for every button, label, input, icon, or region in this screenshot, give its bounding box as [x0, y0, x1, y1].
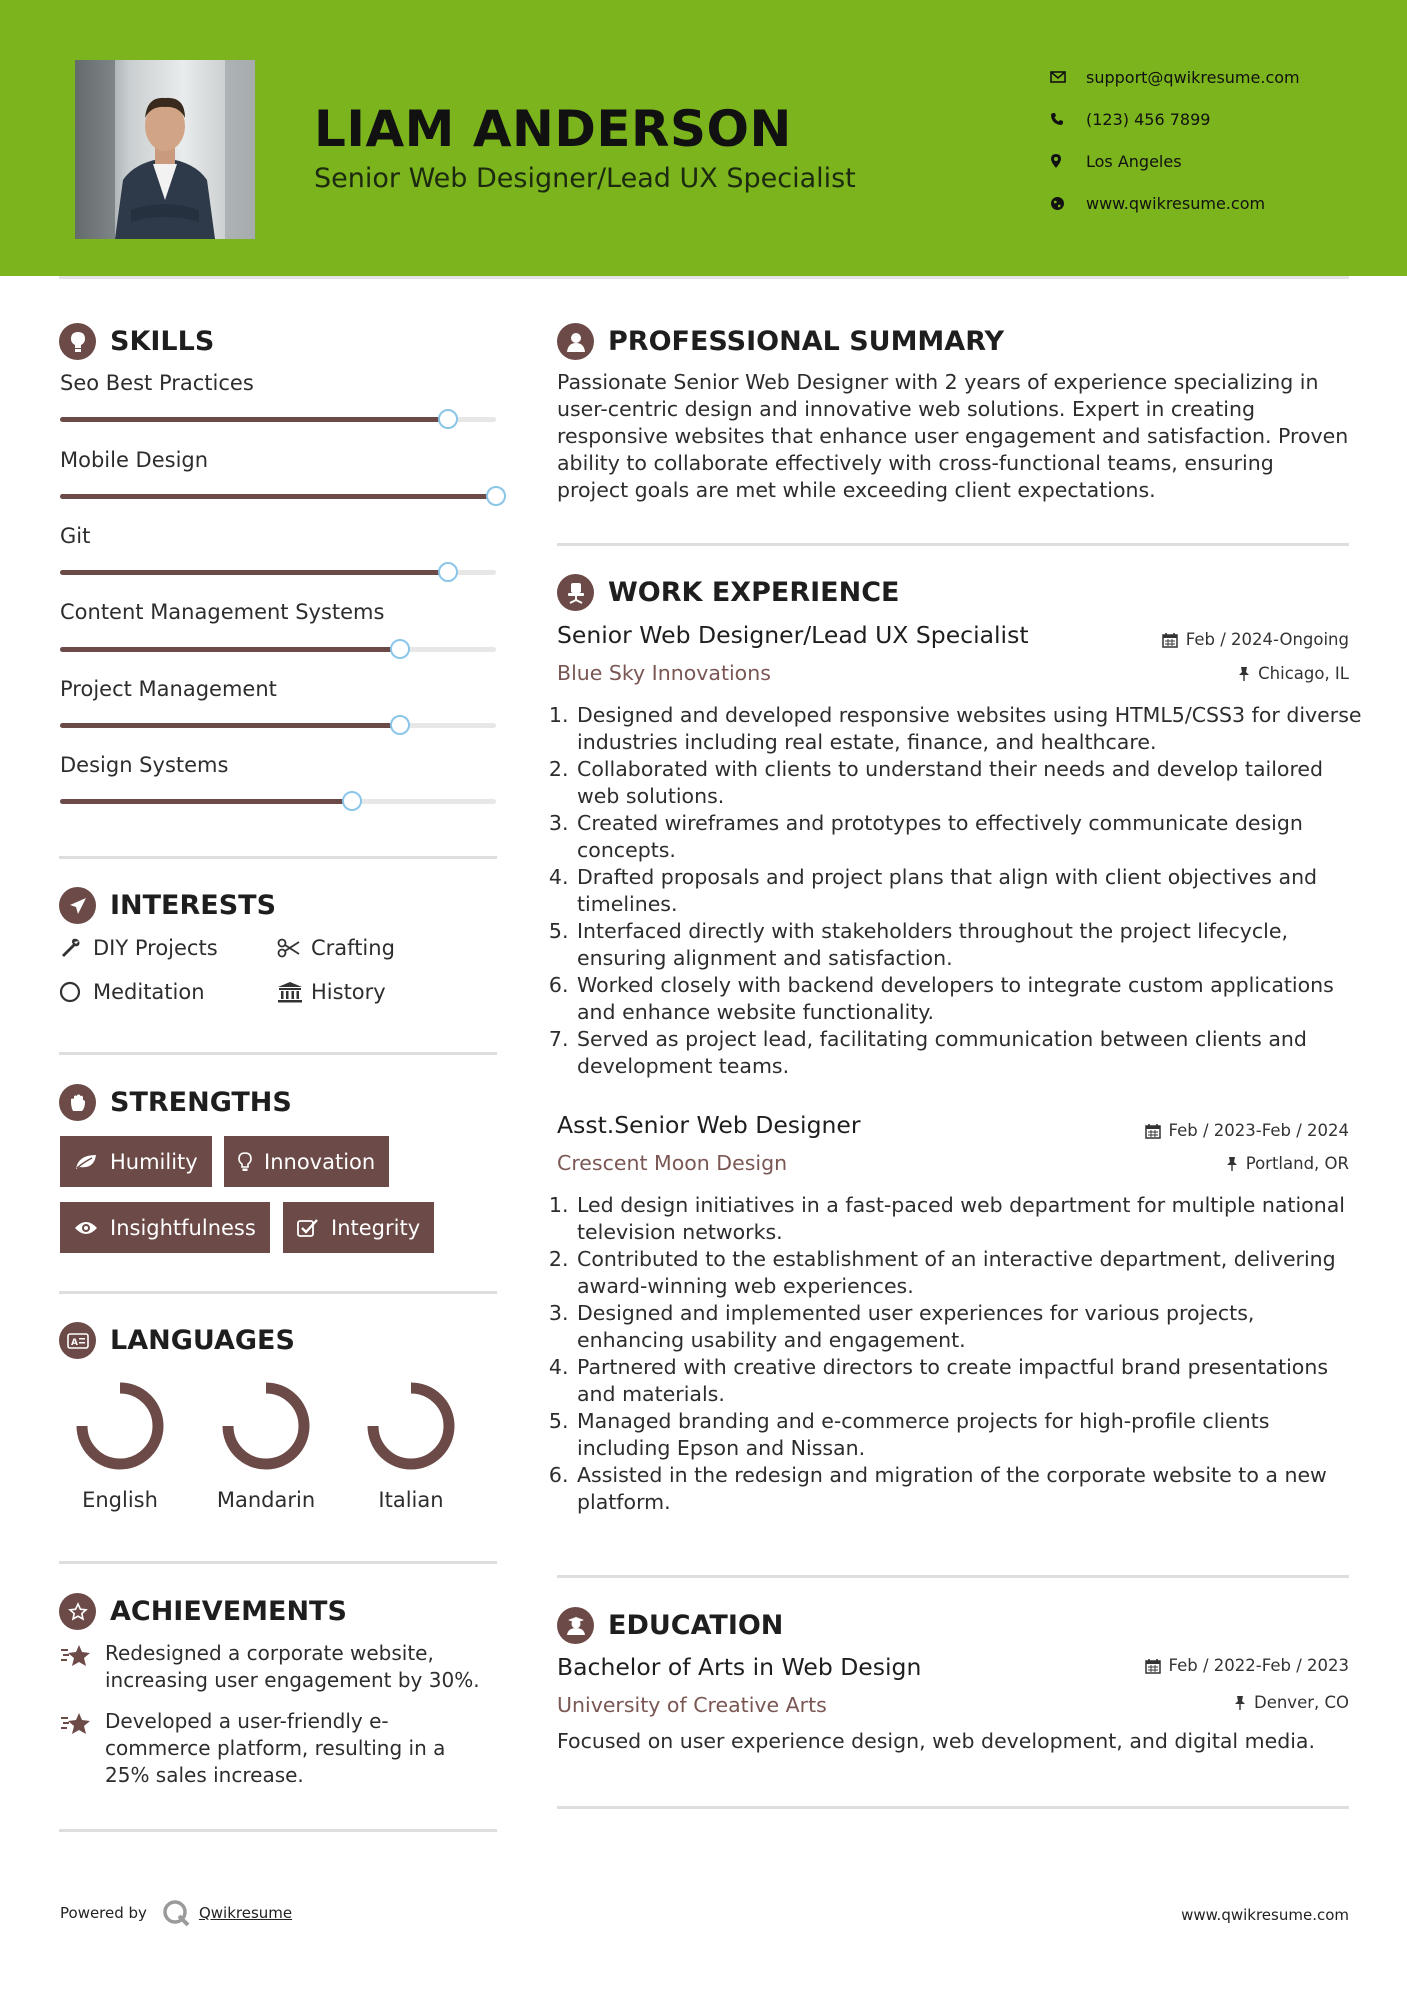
- globe-icon: [1050, 196, 1086, 211]
- header-divider: [59, 276, 1349, 279]
- strength-label: Humility: [110, 1149, 198, 1174]
- strength-label: Innovation: [264, 1149, 376, 1174]
- institution-icon: [277, 981, 311, 1003]
- language-ring: [361, 1376, 461, 1476]
- skill-bar-knob[interactable]: [438, 409, 458, 429]
- job-dates-text: Feb / 2024-Ongoing: [1185, 630, 1349, 649]
- powered-by-label: Powered by: [60, 1904, 147, 1922]
- job-title: Senior Web Designer/Lead UX Specialist: [557, 621, 1029, 649]
- contact-list: [1050, 56, 1300, 224]
- languages-title: LANGUAGES: [110, 1325, 295, 1356]
- achievement-item: [60, 1640, 500, 1694]
- job-bullet: 1. Designed and developed responsive websites using HTML5/CSS3 for diverse industries including real estate, finance, and healthcare.: [575, 702, 1365, 756]
- section-divider: [59, 856, 497, 859]
- job-bullet: 7. Served as project lead, facilitating communication between clients and development teams.: [575, 1026, 1365, 1080]
- interest-item: [277, 936, 395, 960]
- section-divider: [557, 543, 1349, 546]
- job-location-text: Chicago, IL: [1258, 664, 1349, 683]
- circle-icon: [59, 981, 93, 1003]
- language-ring-arc: [373, 1388, 449, 1464]
- skill-bar: [60, 723, 496, 728]
- contact-location: [1050, 140, 1300, 182]
- contact-website[interactable]: [1050, 182, 1300, 224]
- section-divider: [557, 1806, 1349, 1809]
- interest-label: Crafting: [311, 936, 395, 960]
- skill-bar-knob[interactable]: [390, 715, 410, 735]
- language-card-icon: [59, 1322, 96, 1359]
- section-divider: [557, 1575, 1349, 1578]
- skill-bar-fill: [60, 494, 496, 499]
- job-bullet: 6. Worked closely with backend developers to integrate custom applications and enhance website functionality.: [575, 972, 1365, 1026]
- contact-website-text: www.qwikresume.com: [1086, 193, 1266, 213]
- job-dates-text: Feb / 2023-Feb / 2024: [1168, 1121, 1349, 1140]
- skill-label: Design Systems: [60, 753, 229, 777]
- interest-item: [59, 980, 205, 1004]
- language-item: [60, 1376, 180, 1512]
- strength-tag: [60, 1202, 270, 1253]
- interest-item: [277, 980, 386, 1004]
- candidate-name: LIAM ANDERSON: [314, 100, 792, 158]
- skill-bar: [60, 799, 496, 804]
- skill-bar-fill: [60, 570, 448, 575]
- section-divider: [59, 1291, 497, 1294]
- job-bullets: [557, 1192, 1365, 1516]
- job-bullet: 1. Led design initiatives in a fast-paced web department for multiple national television networks.: [575, 1192, 1365, 1246]
- summary-heading: [557, 323, 1004, 360]
- strength-label: Integrity: [331, 1215, 421, 1240]
- skill-bar: [60, 494, 496, 499]
- achievements-title: ACHIEVEMENTS: [110, 1596, 347, 1627]
- language-label: Mandarin: [216, 1488, 316, 1512]
- checkbox-icon: [297, 1218, 319, 1238]
- wrench-icon: [59, 937, 93, 959]
- interest-label: History: [311, 980, 386, 1004]
- interests-title: INTERESTS: [110, 890, 277, 921]
- job-location: [1238, 664, 1349, 683]
- experience-title: WORK EXPERIENCE: [608, 577, 900, 608]
- company-name: Blue Sky Innovations: [557, 661, 771, 685]
- job-bullet: 3. Designed and implemented user experiences for various projects, enhancing usability and engagement.: [575, 1300, 1365, 1354]
- job-title: Asst.Senior Web Designer: [557, 1111, 861, 1139]
- strength-label: Insightfulness: [110, 1215, 256, 1240]
- svg-text:A: A: [70, 1337, 78, 1348]
- candidate-role: Senior Web Designer/Lead UX Specialist: [314, 163, 856, 194]
- job-bullet: 4. Drafted proposals and project plans that align with client objectives and timelines.: [575, 864, 1365, 918]
- skill-bar: [60, 647, 496, 652]
- header-banner: [0, 0, 1407, 276]
- achievement-text: Redesigned a corporate website, increasing user engagement by 30%.: [105, 1641, 480, 1692]
- job-dates: [1145, 1121, 1349, 1140]
- job-location-text: Portland, OR: [1245, 1154, 1349, 1173]
- job-bullet: 2. Contributed to the establishment of an interactive department, delivering award-winning web experiences.: [575, 1246, 1365, 1300]
- language-ring: [216, 1376, 316, 1476]
- qwikresume-link[interactable]: Qwikresume: [198, 1904, 293, 1922]
- skill-bar-fill: [60, 723, 400, 728]
- language-ring-arc: [82, 1388, 158, 1464]
- education-dates-text: Feb / 2022-Feb / 2023: [1168, 1656, 1349, 1675]
- skill-label: Git: [60, 524, 91, 548]
- thumbtack-icon: [1226, 1156, 1238, 1172]
- eye-icon: [74, 1220, 98, 1236]
- skill-label: Content Management Systems: [60, 600, 385, 624]
- contact-location-text: Los Angeles: [1086, 151, 1182, 171]
- skill-bar: [60, 570, 496, 575]
- strengths-title: STRENGTHS: [110, 1087, 292, 1118]
- school-name: University of Creative Arts: [557, 1693, 827, 1717]
- office-chair-icon: [557, 574, 594, 611]
- language-item: [206, 1376, 326, 1512]
- lightbulb-icon: [238, 1152, 252, 1172]
- skill-bar-knob[interactable]: [342, 791, 362, 811]
- achievements-heading: [59, 1593, 347, 1630]
- education-description: Focused on user experience design, web development, and digital media.: [557, 1729, 1315, 1753]
- map-pin-icon: [1050, 153, 1086, 169]
- education-title: EDUCATION: [608, 1610, 784, 1641]
- achievement-item: [60, 1708, 480, 1789]
- skill-bar-fill: [60, 417, 448, 422]
- contact-phone[interactable]: [1050, 98, 1300, 140]
- summary-text: Passionate Senior Web Designer with 2 years of experience specializing in user-centric design and innovative web solutions. Expert in creating responsive websites that enhance user engagement and satisfaction. Proven ability to collaborate effectively with cross-functional teams, ensuring project goals are met while exceeding client expectations.: [557, 370, 1349, 502]
- job-dates: [1162, 630, 1349, 649]
- language-ring-arc: [228, 1388, 304, 1464]
- calendar-icon: [1145, 1658, 1161, 1674]
- thumbtack-icon: [1238, 666, 1250, 682]
- calendar-icon: [1145, 1123, 1161, 1139]
- section-divider: [59, 1561, 497, 1564]
- hand-icon: [59, 1084, 96, 1121]
- thumbtack-icon: [1234, 1695, 1246, 1711]
- interests-heading: [59, 887, 276, 924]
- degree-title: Bachelor of Arts in Web Design: [557, 1653, 922, 1681]
- job-location: [1226, 1154, 1349, 1173]
- company-name: Crescent Moon Design: [557, 1151, 788, 1175]
- language-label: Italian: [378, 1488, 444, 1512]
- qwikresume-logo-icon: [161, 1898, 191, 1928]
- skills-heading: [59, 323, 214, 360]
- job-bullet: 5. Interfaced directly with stakeholders throughout the project lifecycle, ensuring alignment and satisfaction.: [575, 918, 1365, 972]
- languages-heading: [59, 1322, 295, 1359]
- phone-icon: [1050, 112, 1086, 126]
- skill-label: Project Management: [60, 677, 277, 701]
- star-icon: [60, 1708, 105, 1789]
- interest-item: [59, 936, 218, 960]
- interest-label: Meditation: [93, 980, 205, 1004]
- job-bullet: 2. Collaborated with clients to understand their needs and develop tailored web solutions.: [575, 756, 1365, 810]
- section-divider: [59, 1052, 497, 1055]
- job-bullets: [557, 702, 1365, 1080]
- user-icon: [557, 323, 594, 360]
- achievement-text: Developed a user-friendly e-commerce platform, resulting in a 25% sales increase.: [105, 1709, 446, 1787]
- education-heading: [557, 1607, 783, 1644]
- star-icon: [60, 1640, 105, 1694]
- footer-powered-by: [60, 1898, 292, 1928]
- calendar-icon: [1162, 632, 1178, 648]
- job-bullet: 4. Partnered with creative directors to create impactful brand presentations and materials.: [575, 1354, 1365, 1408]
- interest-label: DIY Projects: [93, 936, 218, 960]
- section-divider: [59, 1829, 497, 1832]
- strength-tag: [60, 1136, 212, 1187]
- skills-title: SKILLS: [110, 326, 215, 357]
- skill-label: Seo Best Practices: [60, 371, 254, 395]
- education-location: [1234, 1693, 1349, 1712]
- skill-label: Mobile Design: [60, 448, 209, 472]
- skill-bar: [60, 417, 496, 422]
- strengths-heading: [59, 1084, 292, 1121]
- skill-bar-fill: [60, 647, 400, 652]
- language-item: [351, 1376, 471, 1512]
- paper-plane-icon: [59, 887, 96, 924]
- experience-heading: [557, 574, 899, 611]
- leaf-icon: [74, 1153, 98, 1171]
- contact-email[interactable]: [1050, 56, 1300, 98]
- lightbulb-icon: [59, 323, 96, 360]
- footer-website[interactable]: www.qwikresume.com: [1181, 1906, 1349, 1924]
- contact-email-text: support@qwikresume.com: [1086, 67, 1300, 87]
- contact-phone-text: (123) 456 7899: [1086, 109, 1211, 129]
- job-bullet: 6. Assisted in the redesign and migration of the corporate website to a new platform.: [575, 1462, 1365, 1516]
- envelope-icon: [1050, 70, 1086, 84]
- skill-bar-knob[interactable]: [438, 562, 458, 582]
- profile-photo: [75, 60, 255, 239]
- scissors-icon: [277, 938, 311, 958]
- job-bullet: 5. Managed branding and e-commerce projects for high-profile clients including Epson and Nissan.: [575, 1408, 1365, 1462]
- graduate-icon: [557, 1607, 594, 1644]
- skill-bar-knob[interactable]: [390, 639, 410, 659]
- education-dates: [1145, 1656, 1349, 1675]
- skill-bar-knob[interactable]: [486, 486, 506, 506]
- language-ring: [70, 1376, 170, 1476]
- job-bullet: 3. Created wireframes and prototypes to effectively communicate design concepts.: [575, 810, 1365, 864]
- language-label: English: [82, 1488, 158, 1512]
- strength-tag: [224, 1136, 389, 1187]
- summary-title: PROFESSIONAL SUMMARY: [608, 326, 1005, 357]
- education-location-text: Denver, CO: [1253, 1693, 1349, 1712]
- skill-bar-fill: [60, 799, 352, 804]
- strength-tag: [283, 1202, 434, 1253]
- star-badge-icon: [59, 1593, 96, 1630]
